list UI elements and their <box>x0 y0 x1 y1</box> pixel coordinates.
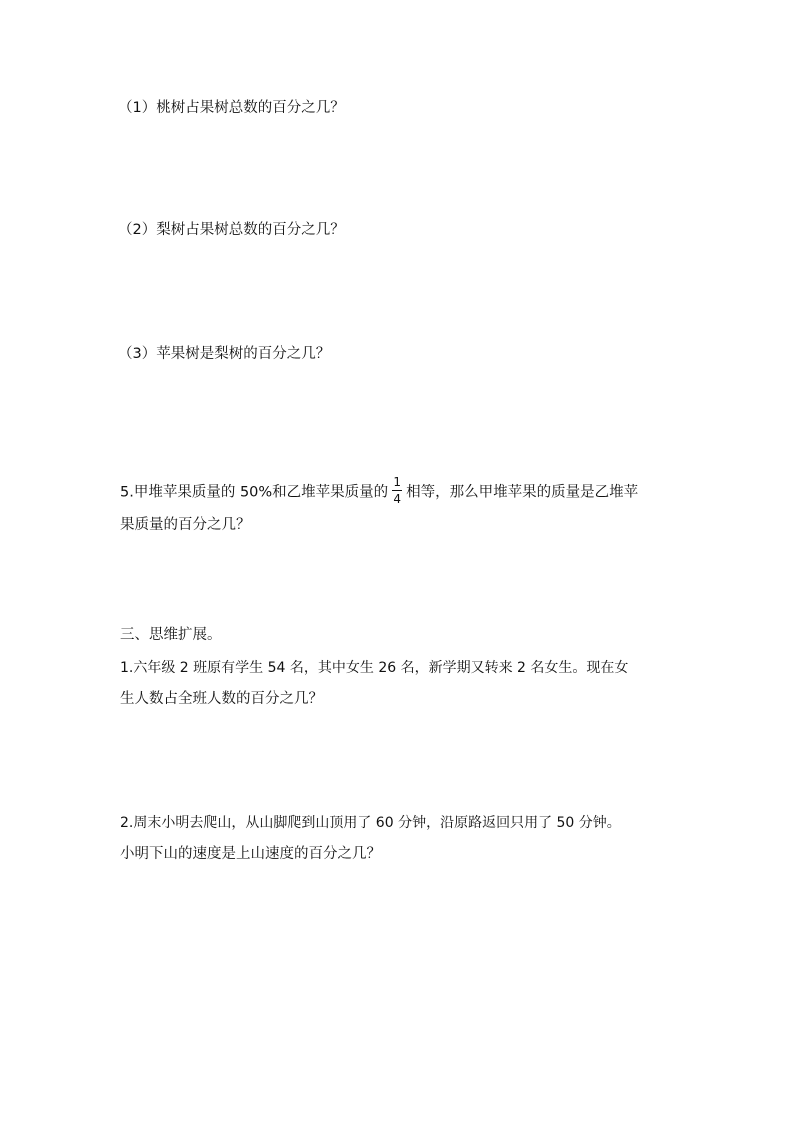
question-4-1: （1）桃树占果树总数的百分之几？ <box>118 100 345 116</box>
section-3-heading: 三、思维扩展。 <box>120 627 222 643</box>
section-3-question-1-line-2: 生人数占全班人数的百分之几？ <box>120 691 323 707</box>
question-5-line-1 <box>120 475 639 507</box>
fraction-numerator: 1 <box>393 475 401 489</box>
section-3-question-2-line-2: 小明下山的速度是上山速度的百分之几？ <box>120 846 381 862</box>
section-3-question-1-line-1: 1.六年级 2 班原有学生 54 名，其中女生 26 名，新学期又转来 2 名女生。现在女 <box>120 660 629 676</box>
section-3-question-2-line-1: 2.周末小明去爬山，从山脚爬到山顶用了 60 分钟，沿原路返回只用了 50 分钟。 <box>120 815 621 831</box>
question-5-text-before: 5.甲堆苹果质量的 50%和乙堆苹果质量的 <box>120 484 389 501</box>
fraction-denominator: 4 <box>393 492 401 506</box>
question-5-text-after: 相等，那么甲堆苹果的质量是乙堆苹 <box>406 484 639 501</box>
question-5-line-2: 果质量的百分之几？ <box>120 517 251 533</box>
question-4-3: （3）苹果树是梨树的百分之几？ <box>118 346 331 362</box>
question-4-2: （2）梨树占果树总数的百分之几？ <box>118 222 345 238</box>
fraction-one-quarter <box>392 476 402 505</box>
